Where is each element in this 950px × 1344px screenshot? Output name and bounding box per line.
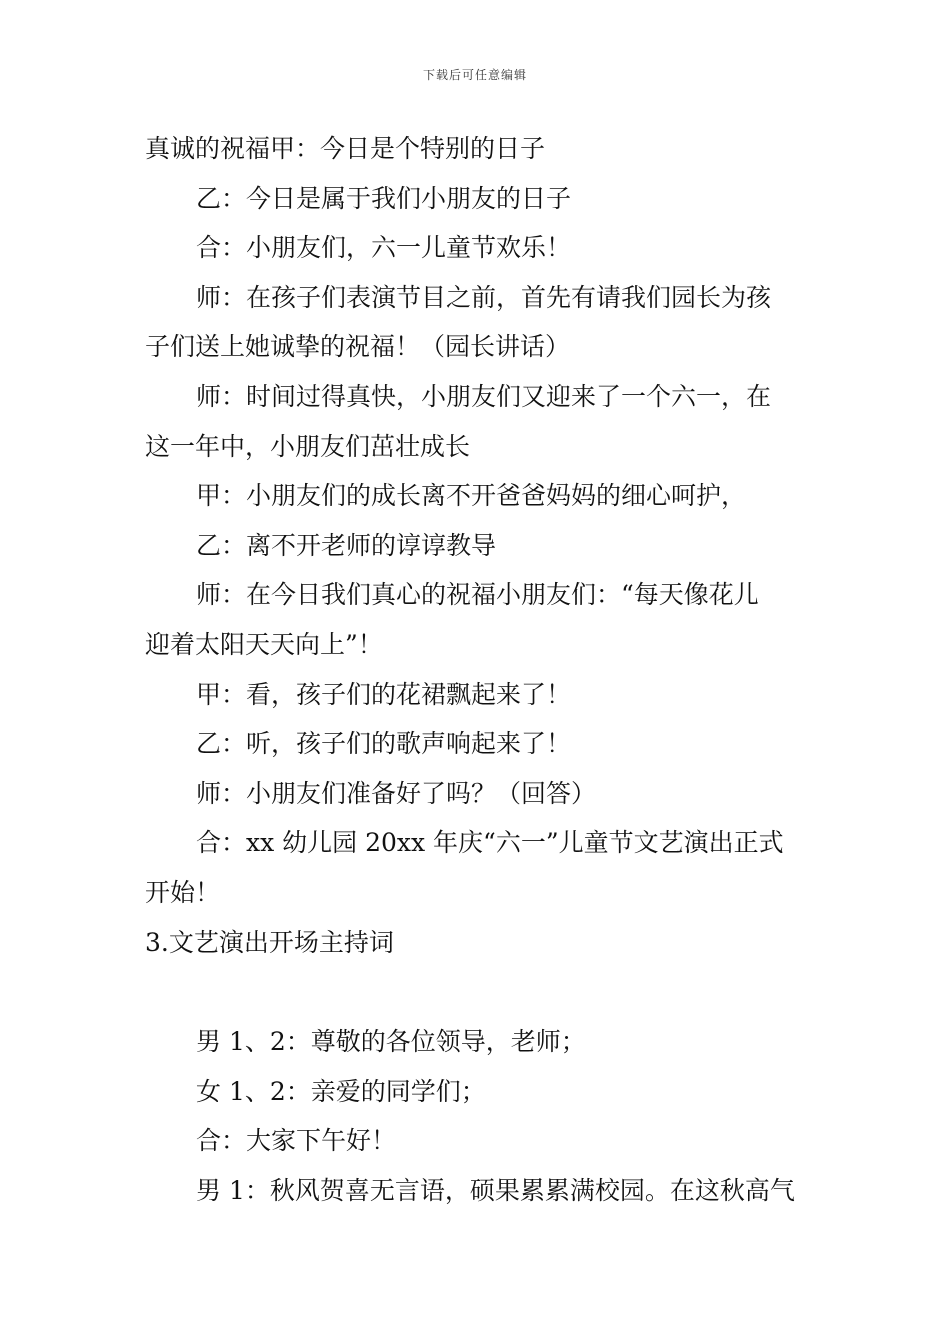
text-line: 乙：离不开老师的谆谆教导 xyxy=(196,530,497,560)
text-line: 3.文艺演出开场主持词 xyxy=(145,927,394,957)
text-line: 合：xx 幼儿园 20xx 年庆“六一”儿童节文艺演出正式 xyxy=(196,828,784,858)
text-line: 师：时间过得真快，小朋友们又迎来了一个六一，在 xyxy=(196,381,772,411)
text-line: 师：在孩子们表演节目之前，首先有请我们园长为孩 xyxy=(196,282,772,312)
text-line: 男 1、2：尊敬的各位领导，老师； xyxy=(196,1027,586,1057)
text-line: 合：小朋友们，六一儿童节欢乐！ xyxy=(196,233,572,263)
text-line: 男 1：秋风贺喜无言语，硕果累累满校园。在这秋高气 xyxy=(196,1175,795,1205)
text-line: 女 1、2：亲爱的同学们； xyxy=(196,1076,486,1106)
text-line: 子们送上她诚挚的祝福！（园长讲话） xyxy=(145,332,571,362)
text-line: 这一年中，小朋友们茁壮成长 xyxy=(145,431,471,461)
page-header: 下载后可任意编辑 xyxy=(422,68,527,82)
text-line: 甲：小朋友们的成长离不开爸爸妈妈的细心呵护， xyxy=(196,481,747,511)
text-line: 乙：今日是属于我们小朋友的日子 xyxy=(196,183,572,213)
text-line: 甲：看，孩子们的花裙飘起来了！ xyxy=(196,679,572,709)
text-line: 师：在今日我们真心的祝福小朋友们：“每天像花儿 xyxy=(196,580,759,610)
document-body xyxy=(145,124,810,1215)
text-line: 乙：听，孩子们的歌声响起来了！ xyxy=(196,729,572,759)
text-line: 迎着太阳天天向上”！ xyxy=(145,629,383,659)
text-line: 合：大家下午好！ xyxy=(196,1126,397,1156)
text-line: 师：小朋友们准备好了吗？（回答） xyxy=(196,778,597,808)
blank-line xyxy=(145,967,810,1017)
text-line: 真诚的祝福甲：今日是个特别的日子 xyxy=(145,134,546,163)
text-line: 开始！ xyxy=(145,877,221,907)
